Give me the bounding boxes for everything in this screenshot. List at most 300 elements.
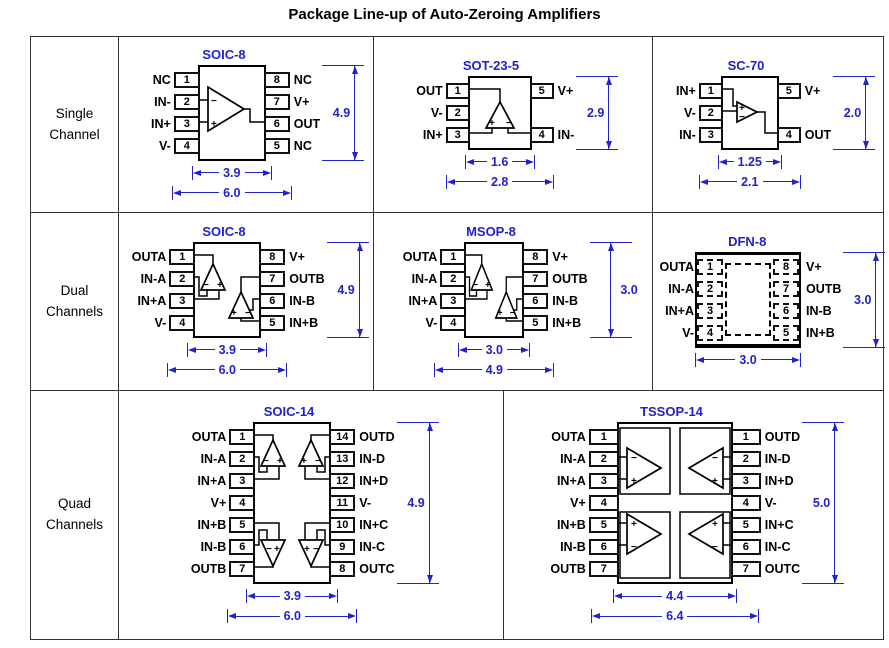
package-body [464,242,524,338]
pin-row [773,256,822,278]
row-label-line: Single [55,105,94,121]
package-name: MSOP-8 [466,223,516,239]
pin-label: IN+A [556,474,586,488]
pin-column-right [522,242,587,334]
pin-label: OUTD [359,430,395,444]
pin-number-box: 5 [522,315,548,331]
pin-row [191,558,255,580]
pin-label: V+ [570,496,586,510]
pin-row [522,268,587,290]
pin-label: V+ [552,249,568,264]
pin-number-box: 3 [169,293,195,309]
dimension-line [875,253,876,347]
pin-number-box: 6 [589,539,619,555]
pin-number-box: 1 [169,249,195,265]
arrow-down-icon [863,141,869,149]
arrow-right-icon [278,367,286,373]
svg-text:+: + [210,118,217,130]
body-width-dimension [695,350,801,370]
pin-number-box: 3 [440,293,466,309]
pin-number-box: 1 [440,249,466,265]
arrow-right-icon [526,159,534,165]
pin-row [557,470,619,492]
pin-number-box: 1 [589,429,619,445]
lead-width-dimension [167,360,287,380]
arrow-right-icon [521,347,529,353]
pin-number-box: 5 [259,315,285,331]
pin-row [684,102,723,124]
pin-row [731,470,794,492]
svg-text:+: + [301,456,308,467]
pin-label: OUTA [659,259,694,274]
pin-row [660,256,724,278]
pin-number-box: 4 [697,325,723,341]
arrow-up-icon [873,253,879,261]
row-quad-channels [31,391,883,639]
pin-number-box: 4 [174,138,200,154]
pin-row [132,246,196,268]
svg-text:−: − [315,456,322,467]
pin-row [201,536,256,558]
pin-label: V- [764,496,777,510]
pin-label: IN-D [359,452,385,466]
pin-row [329,492,371,514]
pin-label: IN- [679,127,696,142]
pin-label: V+ [210,496,227,510]
pin-column-left [183,422,255,580]
package-table [30,36,884,640]
package-sc70 [661,58,875,192]
pin-row [679,124,723,146]
pin-label: IN-B [806,303,832,318]
pin-number-box: 5 [773,325,799,341]
pin-label: IN- [154,94,171,109]
width-dimensions [183,586,438,626]
svg-text:−: − [711,453,718,464]
pin-label: IN+C [764,518,794,532]
cell-sot23-5 [374,37,653,212]
dimension-value: 6.0 [283,609,301,623]
pin-row [551,426,619,448]
lead-width-dimension [434,360,554,380]
dimension-value: 5.0 [812,496,831,510]
package-soic14 [183,404,438,626]
pin-number-box: 7 [731,561,761,577]
arrow-right-icon [792,357,800,363]
arrow-up-icon [357,243,363,251]
pin-number-box: 10 [329,517,355,533]
arrow-left-icon [696,357,704,363]
svg-text:+: + [231,307,238,319]
opamp-icon [466,244,522,336]
dimension-value: 3.9 [283,589,301,603]
pin-row [264,69,312,91]
arrow-down-icon [608,329,614,337]
pin-label: OUTB [289,271,325,286]
dimension-value: 2.8 [490,174,509,189]
pin-label: OUT [416,83,443,98]
pin-label: IN+A [408,293,438,308]
pin-label: V- [682,325,694,340]
package-name: TSSOP-14 [640,404,703,419]
pin-label: IN+B [197,518,227,532]
pin-row [264,135,312,157]
package-name: SC-70 [727,57,765,73]
pin-label: IN-A [668,281,694,296]
pin-label: IN-C [764,540,791,554]
pin-column-right [329,422,394,580]
pin-number-box: 6 [731,539,761,555]
pin-number-box: 5 [530,83,554,99]
arrow-up-icon [606,77,612,85]
height-dimension [843,252,885,348]
pin-row [329,426,394,448]
pin-row [403,246,467,268]
pin-label: OUTB [552,271,588,286]
width-dimensions [661,152,875,192]
lead-width-dimension [227,606,357,626]
pin-row [731,426,800,448]
pin-row [192,426,256,448]
row-label-single [31,37,119,212]
svg-text:+: + [711,519,718,530]
arrow-left-icon [719,159,727,165]
package-body [253,422,331,584]
arrow-right-icon [348,613,356,619]
dimension-value: 3.9 [223,165,241,180]
package-name: SOT-23-5 [462,57,520,73]
body-width-dimension [613,586,737,606]
svg-text:+: + [711,476,718,487]
pin-number-box: 3 [699,127,723,143]
pin-number-box: 2 [174,94,200,110]
pin-row [522,290,578,312]
lead-width-dimension [446,172,554,192]
pin-row [151,113,200,135]
svg-text:−: − [510,305,516,318]
pin-row [668,278,723,300]
pin-number-box: 14 [329,429,355,445]
body-width-dimension [187,340,267,360]
svg-text:+: + [277,456,284,467]
dimension-value: 3.0 [620,282,638,297]
pin-number-box: 3 [731,473,761,489]
row-label-quad [31,391,119,639]
pin-column-left [653,252,723,344]
width-dimensions [653,350,885,370]
pin-label: V- [683,105,696,120]
opamp-icon [200,67,264,159]
package-body [198,65,266,161]
arrow-left-icon [247,593,255,599]
pin-number-box: 3 [229,473,255,489]
pin-label: IN-D [764,452,791,466]
page-title: Package Line-up of Auto-Zeroing Amplifiers [288,6,601,23]
pin-number-box: 3 [697,303,723,319]
pin-number-box: 6 [773,303,799,319]
row-single-channel [31,37,883,213]
arrow-down-icon [606,141,612,149]
package-tssop14 [543,404,844,626]
dimension-value: 4.9 [485,362,503,377]
pin-label: V- [154,315,167,330]
pin-number-box: 2 [699,105,723,121]
pin-label: OUTA [551,430,586,444]
pin-label: V- [359,496,372,510]
arrow-right-icon [750,613,758,619]
pin-label: OUTB [550,562,586,576]
pin-number-box: 6 [264,116,290,132]
body-width-dimension [192,163,272,183]
arrow-left-icon [700,179,708,185]
svg-text:+: + [630,519,637,530]
svg-text:−: − [245,307,252,319]
lead-width-dimension [699,172,801,192]
pin-number-box: 2 [589,451,619,467]
pin-column-left [123,242,195,334]
pin-row [264,91,310,113]
pin-number-box: 11 [329,495,355,511]
arrow-left-icon [168,367,176,373]
pin-row [676,80,723,102]
pin-column-right [259,242,324,334]
pin-row [530,102,558,124]
pin-label: NC [293,138,312,153]
pin-label: IN+B [556,518,586,532]
pin-row [773,322,835,344]
pin-number-box: 5 [229,517,255,533]
pin-label: IN-B [289,293,315,308]
pin-row [159,135,200,157]
row-label-line: Quad [57,496,92,512]
width-dimensions [128,163,364,203]
pin-row [153,69,200,91]
dimension-value: 6.4 [666,609,684,623]
pin-number-box: 4 [229,495,255,511]
height-dimension [327,242,369,338]
pin-row [416,80,469,102]
arrow-right-icon [792,179,800,185]
pin-label: V- [425,315,438,330]
dimension-value: 1.25 [737,154,762,169]
pin-number-box: 2 [229,451,255,467]
pin-row [665,300,723,322]
arrow-left-icon [614,593,622,599]
pin-label: OUTB [190,562,227,576]
lead-width-dimension [591,606,759,626]
pin-row [197,470,255,492]
pin-number-box: 1 [174,72,200,88]
arrow-up-icon [427,423,433,431]
pin-label: OUTD [764,430,801,444]
svg-text:−: − [203,279,210,291]
pin-row [259,246,305,268]
height-dimension [833,76,875,150]
pin-label: OUTA [402,249,438,264]
package-body [617,422,733,584]
pin-label: V+ [804,83,821,98]
pin-number-box: 4 [777,127,801,143]
pin-label: IN+B [289,315,319,330]
dimension-value: 3.0 [739,352,757,367]
dimension-line [865,77,866,149]
pin-row [408,290,466,312]
pin-label: V+ [293,94,310,109]
height-dimension [802,422,844,584]
arrow-down-icon [873,339,879,347]
pin-number-box: 6 [522,293,548,309]
dimension-value: 4.9 [337,282,355,297]
svg-text:−: − [738,111,745,123]
pin-row [154,91,200,113]
arrow-right-icon [545,367,553,373]
arrow-left-icon [592,613,600,619]
pin-column-right [264,65,320,157]
svg-text:−: − [630,453,637,464]
pin-label: OUTC [764,562,801,576]
arrow-up-icon [352,66,358,74]
cell-sc70 [653,37,883,212]
package-sot23-5 [408,58,619,192]
pin-label: NC [293,72,312,87]
package-dfn8 [653,234,885,370]
pin-row [522,246,568,268]
pin-number-box: 5 [777,83,801,99]
pin-label: IN+ [422,127,443,142]
svg-text:+: + [304,544,311,555]
opamp-icon [470,78,530,148]
pin-row [570,492,619,514]
arrow-down-icon [832,575,838,583]
pin-row [522,312,581,334]
pin-number-box: 2 [440,271,466,287]
package-name: DFN-8 [728,233,767,249]
pin-number-box: 5 [731,517,761,533]
opamp-icon [619,424,731,582]
arrow-left-icon [435,367,443,373]
pin-number-box: 6 [259,293,285,309]
pin-label: IN-C [359,540,385,554]
pin-column-right [773,252,841,344]
pin-label: IN-A [411,271,438,286]
pin-label: V+ [806,259,822,274]
pin-number-box: 8 [259,249,285,265]
pin-row [259,268,324,290]
pin-number-box: 8 [773,259,799,275]
pin-number-box: 1 [699,83,723,99]
dimension-value: 3.9 [218,342,236,357]
pin-number-box: 7 [589,561,619,577]
pin-label: IN+ [150,116,171,131]
pin-row [264,113,320,135]
arrow-left-icon [447,179,455,185]
arrow-left-icon [193,170,201,176]
pin-number-box: 7 [264,94,290,110]
package-name: SOIC-8 [202,46,246,62]
pin-number-box: 9 [329,539,355,555]
arrow-down-icon [352,152,358,160]
svg-text:−: − [210,95,217,107]
body-width-dimension [246,586,338,606]
body-width-dimension [458,340,530,360]
pin-row [431,102,470,124]
pin-row [731,558,800,580]
height-dimension [322,65,364,161]
dimension-line [834,423,835,583]
dimension-line [359,243,360,337]
dimension-line [354,66,355,160]
pin-number-box: 3 [174,116,200,132]
arrow-left-icon [459,347,467,353]
pin-column-left [128,65,200,157]
pin-label: IN-A [560,452,586,466]
package-body [193,242,261,338]
width-dimensions [123,340,368,380]
pin-label: OUT [293,116,321,131]
pin-row [773,300,832,322]
pin-number-box: 5 [589,517,619,533]
pin-number-box: 12 [329,473,355,489]
pin-label: IN- [557,127,575,142]
pin-label: IN+A [197,474,227,488]
dimension-line [608,77,609,149]
pin-number-box: 3 [446,127,470,143]
pin-number-box: 2 [697,281,723,297]
pin-row [530,124,575,146]
pin-number-box: 5 [264,138,290,154]
pin-row [423,124,470,146]
package-body [721,76,779,150]
pin-number-box: 1 [229,429,255,445]
pin-row [141,268,196,290]
svg-text:−: − [263,456,270,467]
opamp-icon [195,244,259,336]
height-dimension [397,422,439,584]
pin-label: IN+B [806,325,835,340]
pin-row [201,448,256,470]
arrow-left-icon [173,190,181,196]
row-label-line: Channels [45,303,104,319]
arrow-right-icon [258,347,266,353]
pin-label: IN+A [665,303,694,318]
pin-column-left [394,242,466,334]
package-msop8 [394,223,638,380]
pin-column-right [731,422,800,580]
width-dimensions [543,586,844,626]
package-name: SOIC-14 [263,404,315,419]
opamp-icon [255,424,329,582]
pin-number-box: 2 [169,271,195,287]
opamp-icon [723,78,777,148]
pin-label: OUTB [806,281,842,296]
arrow-left-icon [228,613,236,619]
pin-number-box: 1 [731,429,761,445]
pin-row [329,514,388,536]
pin-number-box: 4 [440,315,466,331]
pin-label: OUTA [131,249,167,264]
dimension-value: 6.0 [218,362,236,377]
arrow-right-icon [728,593,736,599]
pin-row [560,536,619,558]
pin-row [154,312,195,334]
svg-text:+: + [217,279,224,291]
pin-row [777,102,805,124]
pin-number-box: 4 [589,495,619,511]
svg-text:−: − [711,542,718,553]
svg-text:−: − [313,544,320,555]
pin-row [777,124,831,146]
pin-label: V- [158,138,171,153]
